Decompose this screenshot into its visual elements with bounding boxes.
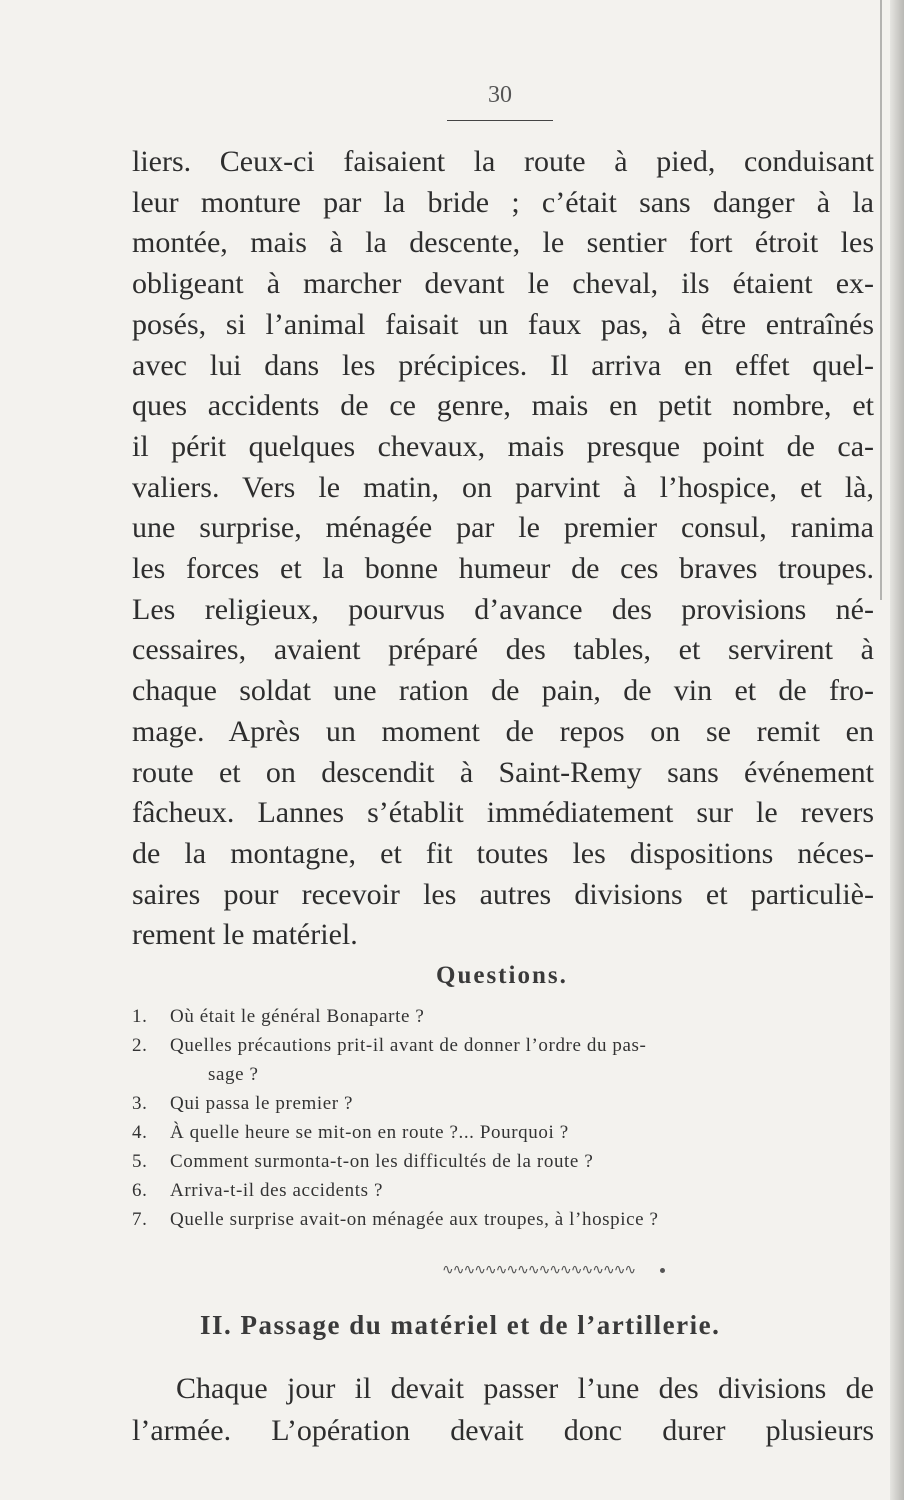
wavy-ornament-divider: ∿∿∿∿∿∿∿∿∿∿∿∿∿∿∿∿∿∿ [442,1263,636,1278]
question-text: Qui passa le premier ? [170,1093,354,1114]
question-text: Quelles précautions prit-il avant de donner l’ordre du pas- [170,1035,647,1056]
text-line: avec lui dans les précipices. Il arriva en effet quel- [132,348,874,382]
question-item [132,1147,874,1176]
text-line: rement le matériel. [132,918,358,952]
question-text: Comment surmonta-t-on les difficultés de la route ? [170,1151,594,1172]
text-line: saires pour recevoir les autres divisions et particuliè- [132,877,874,911]
question-text: Quelle surprise avait-on ménagée aux troupes, à l’hospice ? [170,1209,659,1230]
question-text: Arriva-t-il des accidents ? [170,1180,383,1201]
text-line: Les religieux, pourvus d’avance des provisions né- [132,592,874,626]
ornament-dot [660,1268,665,1273]
text-line: de la montagne, et fit toutes les dispositions néces- [132,836,874,870]
page-number-rule [447,120,553,121]
question-number: 4. [132,1122,148,1143]
questions-title: Questions. [436,962,568,989]
text-line: fâcheux. Lannes s’établit immédiatement sur le revers [132,796,874,830]
question-item [132,1118,874,1147]
page-edge-line [880,0,882,600]
question-number: 1. [132,1006,148,1027]
text-line: liers. Ceux-ci faisaient la route à pied, conduisant [132,145,874,178]
question-item [132,1205,874,1234]
question-text: Où était le général Bonaparte ? [170,1006,425,1027]
question-text-continued: sage ? [208,1064,259,1085]
text-line: une surprise, ménagée par le premier consul, ranima [132,511,874,545]
question-number: 7. [132,1209,148,1230]
section-text [132,1368,874,1452]
question-text: À quelle heure se mit-on en route ?... Pourquoi ? [170,1122,569,1143]
text-line: il périt quelques chevaux, mais presque point de ca- [132,429,874,463]
question-number: 3. [132,1093,148,1114]
page-edge [890,0,904,1500]
text-line: posés, si l’animal faisait un faux pas, à être entraînés [132,307,874,341]
question-number: 2. [132,1035,148,1056]
question-number: 6. [132,1180,148,1201]
section-heading: II. Passage du matériel et de l’artillerie. [200,1310,721,1340]
body-text [132,142,874,956]
page-number: 30 [488,82,512,108]
question-item [132,1089,874,1118]
question-number: 5. [132,1151,148,1172]
text-line: obligeant à marcher devant le cheval, ils étaient ex- [132,267,874,301]
question-item [132,1031,874,1089]
text-line: mage. Après un moment de repos on se remit en [132,714,874,748]
text-line: Chaque jour il devait passer l’une des divisions de [176,1372,874,1405]
text-line: ques accidents de ce genre, mais en petit nombre, et [132,389,874,423]
text-line: route et on descendit à Saint-Remy sans événement [132,755,874,789]
question-item [132,1176,874,1205]
text-line: l’armée. L’opération devait donc durer plusieurs [132,1414,874,1447]
text-line: cessaires, avaient préparé des tables, et servirent à [132,633,874,667]
text-line: leur monture par la bride ; c’était sans danger à la [132,185,874,219]
question-item [132,1002,874,1031]
text-line: les forces et la bonne humeur de ces braves troupes. [132,552,874,586]
text-line: montée, mais à la descente, le sentier fort étroit les [132,226,874,260]
text-line: chaque soldat une ration de pain, de vin et de fro- [132,674,874,708]
text-line: valiers. Vers le matin, on parvint à l’hospice, et là, [132,470,874,504]
questions-list [132,1002,874,1234]
